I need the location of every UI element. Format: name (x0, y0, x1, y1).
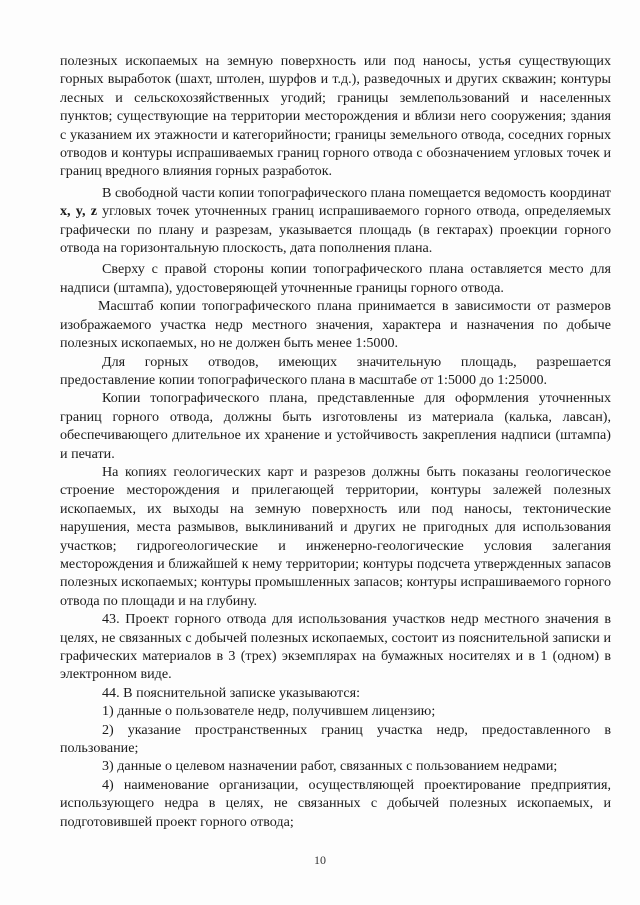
list-item-4: 4) наименование организации, осуществляющей проектирование предприятия, использующего недра в целях, не связанных с добычей полезных ископаемых, и подготовившей проект горного отвода; (60, 776, 611, 830)
list-item-1: 1) данные о пользователе недр, получившем лицензию; (102, 703, 436, 720)
list-item-2: 2) указание пространственных границ участка недр, предоставленного в пользование; (60, 721, 611, 757)
coordinate-letters: x, y, z (60, 203, 97, 220)
paragraph-stamp-place: Сверху с правой стороны копии топографического плана оставляется место для надписи (штампа), удостоверяющей уточненные границы горного отвода. (60, 261, 611, 296)
paragraph-continuation: полезных ископаемых на земную поверхность или под наносы, устья существующих горных выработок (шахт, штолен, шурфов и т.д.), разведочных и других скважин; контуры лесных и сельскохозяйственных угодий; границы землепользований и населенных пунктов; существующие на территории месторождения и вблизи него сооружения; здания с указанием их этажности и категорийности; границы земельного отвода, соседних горных отводов и контуры испрашиваемых границ горного отвода с обозначением угловых точек и границ вредного влияния горных разработок. (60, 53, 611, 180)
paragraph-scale: Масштаб копии топографического плана принимается в зависимости от размеров изображаемого участка недр местного значения, характера и назначения по добыче полезных ископаемых, но не должен быть менее 1:5000. (60, 298, 611, 352)
paragraph-geological-maps: На копиях геологических карт и разрезов должны быть показаны геологическое строение месторождения и прилегающей территории, контуры залежей полезных ископаемых, их выходы на земную поверхность или под наносы, тектонические нарушения, места размывов, выклиниваний и других не пригодных для использования участков; гидрогеологические и инженерно-геологические условия залегания месторождения и ближайшей к нему территории; контуры подсчета утвержденных запасов полезных ископаемых; контуры промышленных запасов; контуры испрашиваемого горного отвода по площади и на глубину. (60, 463, 611, 609)
paragraph-large-allotments: Для горных отводов, имеющих значительную площадь, разрешается предоставление копии топографического плана в масштабе от 1:5000 до 1:25000. (60, 353, 611, 388)
paragraph-coordinates: В свободной части копии топографического плана помещается ведомость координат x, y, z угловых точек уточненных границ испрашиваемого горного отвода, определяемых графически по плану и разрезам, указывается площадь (в гектарах) проекции горного отвода на горизонтальную плоскость, дата пополнения плана. (60, 184, 611, 257)
paragraph-copy-material: Копии топографического плана, представленные для оформления уточненных границ горного отвода, должны быть изготовлены из материала (калька, лавсан), обеспечивающего длительное их хранение и устойчивость закрепления надписи (штампа) и печати. (60, 390, 611, 462)
paragraph-item-44: 44. В пояснительной записке указываются: (102, 684, 361, 701)
document-body (60, 52, 611, 831)
list-item-3: 3) данные о целевом назначении работ, связанных с пользованием недрами; (102, 758, 558, 775)
page-number: 10 (314, 853, 326, 867)
paragraph-item-43: 43. Проект горного отвода для использования участков недр местного значения в целях, не связанных с добычей полезных ископаемых, состоит из пояснительной записки и графических материалов в 3 (трех) экземплярах на бумажных носителях и в 1 (одном) в электронном виде. (60, 611, 611, 683)
